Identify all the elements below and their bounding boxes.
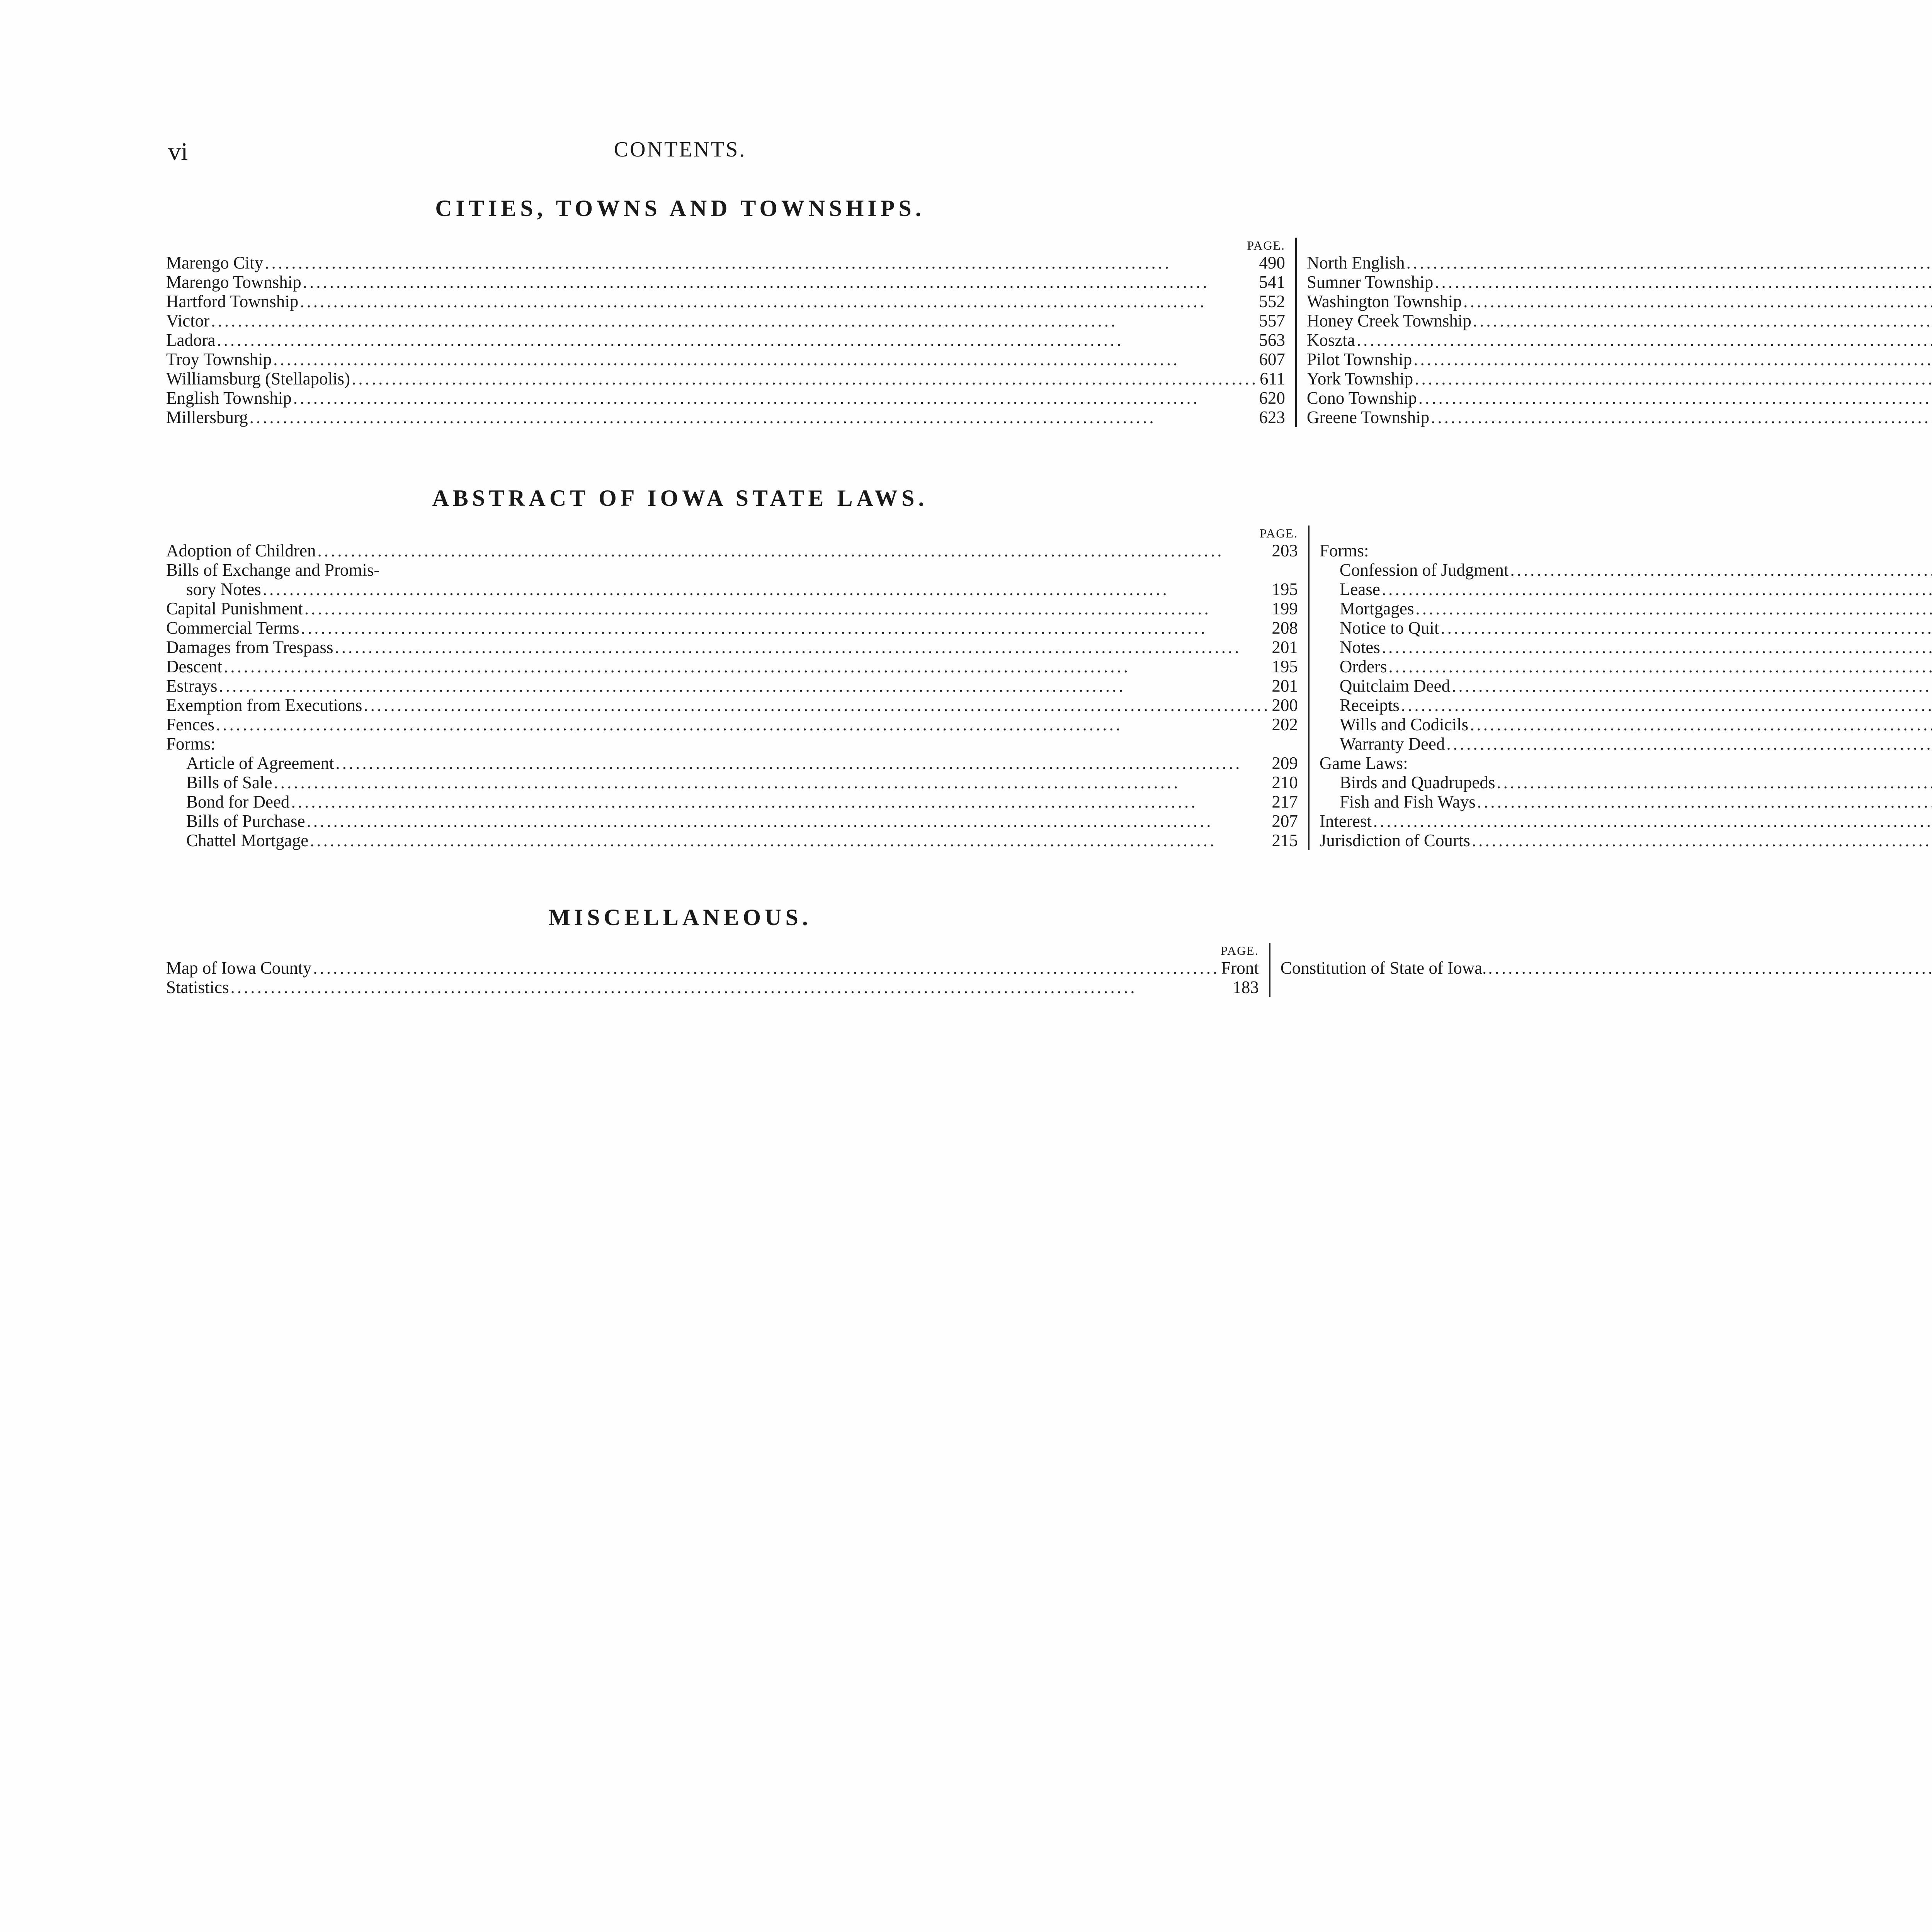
toc-entry-page: 490 xyxy=(1259,253,1285,272)
toc-entry-page: Front xyxy=(1221,958,1259,978)
dot-leader xyxy=(274,773,1270,792)
toc-entry-page: 210 xyxy=(1272,773,1298,792)
toc-entry-title: Quitclaim Deed xyxy=(1339,676,1451,696)
toc-entry[interactable]: Fences ..... 202 xyxy=(166,715,1298,734)
toc-entry-title: Williamsburg (Stellapolis) xyxy=(166,369,350,388)
toc-entry[interactable]: Interest ..... xyxy=(1320,811,1932,831)
toc-entry-title: Chattel Mortgage xyxy=(186,831,309,850)
toc-entry[interactable]: Estrays ..... 201 xyxy=(166,676,1298,696)
dot-leader xyxy=(1488,958,1932,978)
laws-column-1 xyxy=(166,526,1308,850)
dot-leader xyxy=(1440,618,1932,638)
toc-entry[interactable] xyxy=(1320,773,1932,792)
misc-column-2 xyxy=(1269,943,1932,997)
toc-entry-page: 563 xyxy=(1259,330,1285,350)
dot-leader xyxy=(1415,369,1932,388)
dot-leader xyxy=(313,958,1219,978)
toc-entry[interactable] xyxy=(1307,272,1932,292)
toc-entry[interactable] xyxy=(1281,958,1932,978)
toc-entry[interactable] xyxy=(1320,657,1932,676)
toc-entry[interactable] xyxy=(166,350,1285,369)
page-column-label: PAGE. xyxy=(1247,238,1285,252)
page-header xyxy=(0,137,1360,168)
toc-entry-title: Troy Township xyxy=(166,350,272,369)
toc-entry[interactable] xyxy=(166,958,1259,978)
toc-entry[interactable] xyxy=(166,831,1298,850)
toc-entry-page: 620 xyxy=(1259,388,1285,408)
page-column-label: PAGE. xyxy=(1260,526,1298,540)
laws-section xyxy=(166,526,1509,850)
dot-leader xyxy=(217,330,1257,350)
misc-section-title: MISCELLANEOUS. xyxy=(548,905,812,930)
page-number: vi xyxy=(168,138,188,166)
forms-sublist xyxy=(1320,560,1932,753)
toc-entry-title: Marengo Township xyxy=(166,272,301,292)
toc-entry-title: North English xyxy=(1306,253,1405,272)
dot-leader xyxy=(1497,773,1932,792)
toc-entry-title: Lease xyxy=(1339,580,1380,599)
toc-entry-title: Notes xyxy=(1339,638,1380,657)
dot-leader xyxy=(310,831,1270,850)
dot-leader xyxy=(265,253,1257,272)
game-laws-sublist xyxy=(1320,773,1932,811)
dot-leader xyxy=(1406,253,1932,272)
toc-entry[interactable] xyxy=(166,369,1285,388)
toc-entry-title: Warranty Deed xyxy=(1339,734,1445,753)
dot-leader xyxy=(1510,560,1932,580)
toc-entry-continuation[interactable]: sory Notes ..... 195 xyxy=(166,580,1298,599)
toc-entry[interactable]: Bills of Exchange and Promis- xyxy=(166,560,380,580)
toc-entry[interactable] xyxy=(1307,388,1932,408)
dot-leader xyxy=(1470,715,1932,734)
toc-entry[interactable] xyxy=(166,978,1259,997)
toc-entry[interactable] xyxy=(1307,311,1932,330)
toc-entry[interactable] xyxy=(1320,676,1932,696)
dot-leader xyxy=(1401,696,1932,715)
toc-entry[interactable] xyxy=(1320,618,1932,638)
toc-entry-title: Map of Iowa County xyxy=(166,958,312,978)
toc-entry-title: Article of Agreement xyxy=(186,753,334,773)
toc-entry-page: 552 xyxy=(1259,292,1285,311)
dot-leader xyxy=(1415,599,1932,618)
toc-entry-title: Greene Township xyxy=(1306,408,1430,427)
dot-leader xyxy=(1382,580,1932,599)
dot-leader xyxy=(1357,330,1932,350)
toc-entry[interactable]: Jurisdiction of Courts ..... xyxy=(1320,831,1932,850)
dot-leader xyxy=(335,753,1270,773)
toc-entry[interactable] xyxy=(1320,638,1932,657)
toc-entry[interactable] xyxy=(1320,560,1932,580)
toc-entry-page: 215 xyxy=(1272,831,1298,850)
dot-leader xyxy=(352,369,1258,388)
toc-entry-title: Sumner Township xyxy=(1306,272,1434,292)
toc-entry[interactable]: Descent ..... 195 xyxy=(166,657,1298,676)
toc-entry-page: 611 xyxy=(1260,369,1285,388)
toc-entry[interactable] xyxy=(166,311,1285,330)
toc-entry-page: 183 xyxy=(1233,978,1259,997)
toc-entry-page: 217 xyxy=(1272,792,1298,811)
toc-entry[interactable] xyxy=(1320,734,1932,753)
toc-entry-title: Wills and Codicils xyxy=(1339,715,1469,734)
toc-entry-page: 209 xyxy=(1272,753,1298,773)
dot-leader xyxy=(211,311,1257,330)
dot-leader xyxy=(300,292,1257,311)
dot-leader xyxy=(303,272,1258,292)
dot-leader xyxy=(293,388,1258,408)
toc-entry[interactable] xyxy=(1320,580,1932,599)
toc-entry[interactable] xyxy=(1320,599,1932,618)
dot-leader xyxy=(1477,792,1932,811)
toc-entry-title: Ladora xyxy=(166,330,216,350)
cities-section-title: CITIES, TOWNS AND TOWNSHIPS. xyxy=(435,196,925,221)
dot-leader xyxy=(1388,657,1932,676)
dot-leader xyxy=(1418,388,1932,408)
toc-entry-title: Confession of Judgment xyxy=(1339,560,1509,580)
laws-section-title: ABSTRACT OF IOWA STATE LAWS. xyxy=(432,485,928,511)
toc-entry-title: Millersburg xyxy=(166,408,248,427)
dot-leader xyxy=(1382,638,1932,657)
toc-entry-title: Koszta xyxy=(1306,330,1355,350)
toc-entry[interactable] xyxy=(166,253,1285,272)
running-title: CONTENTS. xyxy=(614,138,747,162)
toc-entry-title: Pilot Township xyxy=(1306,350,1412,369)
misc-section xyxy=(166,943,1487,997)
toc-entry[interactable] xyxy=(166,292,1285,311)
cities-section xyxy=(166,238,1471,427)
toc-entry[interactable] xyxy=(1307,292,1932,311)
toc-entry-title: English Township xyxy=(166,388,292,408)
dot-leader xyxy=(1473,311,1932,330)
dot-leader xyxy=(1452,676,1932,696)
toc-entry[interactable] xyxy=(1307,369,1932,388)
dot-leader xyxy=(250,408,1258,427)
toc-group-heading: Forms: xyxy=(1319,541,1369,560)
toc-entry[interactable] xyxy=(1320,715,1932,734)
toc-entry-title: Washington Township xyxy=(1306,292,1462,311)
toc-entry-title: Bills of Sale xyxy=(186,773,272,792)
page-column-label xyxy=(1281,943,1932,958)
dot-leader xyxy=(1446,734,1932,753)
toc-entry-title: Bond for Deed xyxy=(186,792,290,811)
forms-sublist xyxy=(166,753,1298,850)
toc-entry-title: Receipts xyxy=(1339,696,1400,715)
toc-entry-title: York Township xyxy=(1306,369,1413,388)
toc-entry[interactable] xyxy=(166,408,1285,427)
toc-entry[interactable] xyxy=(1320,696,1932,715)
page-column-label xyxy=(1320,526,1932,541)
toc-entry[interactable] xyxy=(166,330,1285,350)
toc-entry-title: Mortgages xyxy=(1339,599,1414,618)
toc-entry[interactable]: Commercial Terms ..... 208 xyxy=(166,618,1298,638)
toc-entry-title: Notice to Quit xyxy=(1339,618,1439,638)
toc-entry[interactable] xyxy=(1307,253,1932,272)
toc-entry[interactable] xyxy=(166,792,1298,811)
cities-column-2 xyxy=(1295,238,1932,427)
toc-entry-page: 607 xyxy=(1259,350,1285,369)
toc-entry-title: Hartford Township xyxy=(166,292,299,311)
page-column-label: PAGE. xyxy=(1221,944,1259,957)
dot-leader xyxy=(231,978,1231,997)
toc-group-heading: Forms: xyxy=(166,734,216,753)
toc-group-heading: Game Laws: xyxy=(1319,753,1408,773)
toc-entry-title: Marengo City xyxy=(166,253,264,272)
dot-leader xyxy=(1435,272,1932,292)
dot-leader xyxy=(1413,350,1932,369)
toc-entry-title: Statistics xyxy=(166,978,229,997)
toc-entry[interactable]: Exemption from Executions ..... 200 xyxy=(166,696,1298,715)
dot-leader xyxy=(1463,292,1932,311)
dot-leader xyxy=(1431,408,1932,427)
toc-entry-title: Cono Township xyxy=(1306,388,1417,408)
toc-entry-title: Victor xyxy=(166,311,210,330)
toc-entry[interactable] xyxy=(166,753,1298,773)
toc-entry[interactable] xyxy=(1307,350,1932,369)
toc-entry-page: 557 xyxy=(1259,311,1285,330)
toc-entry-page: 623 xyxy=(1259,408,1285,427)
toc-entry-title: Birds and Quadrupeds xyxy=(1339,773,1495,792)
toc-entry[interactable] xyxy=(166,773,1298,792)
toc-entry-title: Fish and Fish Ways xyxy=(1339,792,1476,811)
toc-entry[interactable] xyxy=(166,811,1298,831)
toc-entry[interactable]: Capital Punishment ..... 199 xyxy=(166,599,1298,618)
toc-entry-title: Constitution of State of Iowa. xyxy=(1280,958,1487,978)
toc-entry-page: 541 xyxy=(1259,272,1285,292)
toc-entry[interactable]: Adoption of Children ..... 203 xyxy=(166,541,1298,560)
page-column-label xyxy=(1307,238,1932,253)
cities-column-1 xyxy=(166,238,1295,427)
dot-leader xyxy=(291,792,1270,811)
toc-entry-title: Honey Creek Township xyxy=(1306,311,1471,330)
toc-entry[interactable] xyxy=(1307,330,1932,350)
toc-entry[interactable] xyxy=(1307,408,1932,427)
toc-entry-title: Bills of Purchase xyxy=(186,811,305,831)
dot-leader xyxy=(273,350,1257,369)
misc-column-1 xyxy=(166,943,1269,997)
toc-entry[interactable] xyxy=(166,272,1285,292)
toc-entry[interactable] xyxy=(1320,792,1932,811)
laws-column-2 xyxy=(1308,526,1932,850)
toc-entry-title: Orders xyxy=(1339,657,1387,676)
dot-leader xyxy=(306,811,1270,831)
toc-entry[interactable]: Damages from Trespass ..... 201 xyxy=(166,638,1298,657)
toc-entry-page: 207 xyxy=(1272,811,1298,831)
toc-entry[interactable] xyxy=(166,388,1285,408)
